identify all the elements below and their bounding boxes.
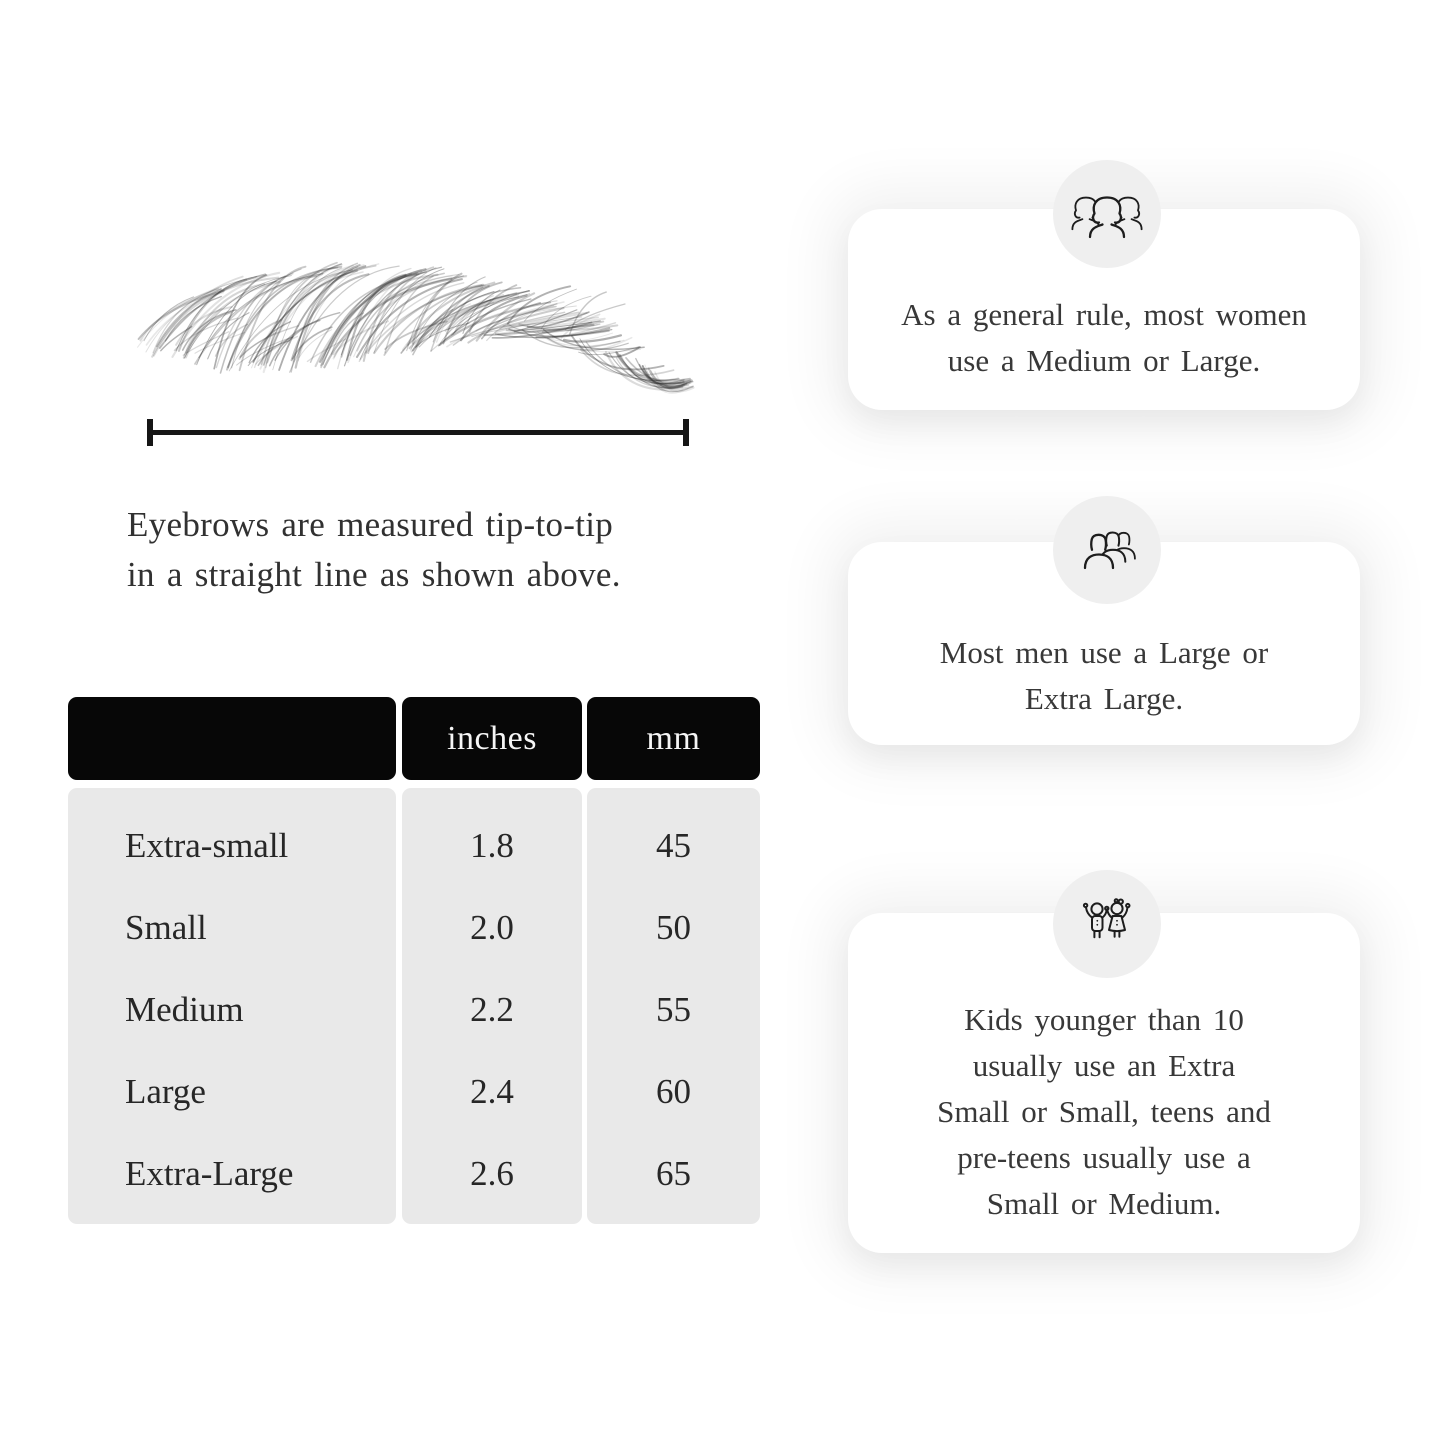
table-cell-mm: 55 [656,990,691,1029]
measurement-line-right-cap [683,419,689,446]
advice-card-women-text: As a general rule, most women use a Medium or Large. [901,297,1307,378]
table-cell-inches: 2.0 [470,908,514,947]
table-cell-size: Extra-small [125,826,289,865]
measurement-caption-line1: Eyebrows are measured tip-to-tip [127,505,614,544]
table-cell-inches: 2.6 [470,1154,514,1193]
men-icon-circle [1053,496,1161,604]
measurement-line-left-cap [147,419,153,446]
women-icon-circle [1053,160,1161,268]
table-cell-inches: 2.4 [470,1072,514,1111]
women-group-icon [1067,187,1147,241]
table-cell-mm: 45 [656,826,691,865]
measurement-line [148,430,688,435]
kid-girl [1107,899,1129,937]
table-header-size [68,697,396,780]
table-header-mm: mm [587,697,760,780]
table-cell-mm: 60 [656,1072,691,1111]
table-cell-size: Extra-Large [125,1154,294,1193]
men-group-icon [1069,522,1145,578]
table-cell-mm: 50 [656,908,691,947]
table-header-inches: inches [402,697,582,780]
advice-card-kids-text: Kids younger than 10 usually use an Extra Small or Small, teens and pre-teens usually use a Small or Medium. [937,1002,1271,1221]
kids-icon-circle [1053,870,1161,978]
table-cell-inches: 2.2 [470,990,514,1029]
table-cell-size: Medium [125,990,244,1029]
advice-card-men-text: Most men use a Large or Extra Large. [939,635,1269,716]
table-cell-size: Large [125,1072,206,1111]
eyebrow-illustration [105,232,705,402]
measurement-caption [127,500,767,600]
measurement-caption-line2: in a straight line as shown above. [127,555,621,594]
table-cell-size: Small [125,908,207,947]
kids-icon [1076,895,1138,953]
table-cell-mm: 65 [656,1154,691,1193]
table-cell-inches: 1.8 [470,826,514,865]
kid-boy [1084,903,1109,937]
